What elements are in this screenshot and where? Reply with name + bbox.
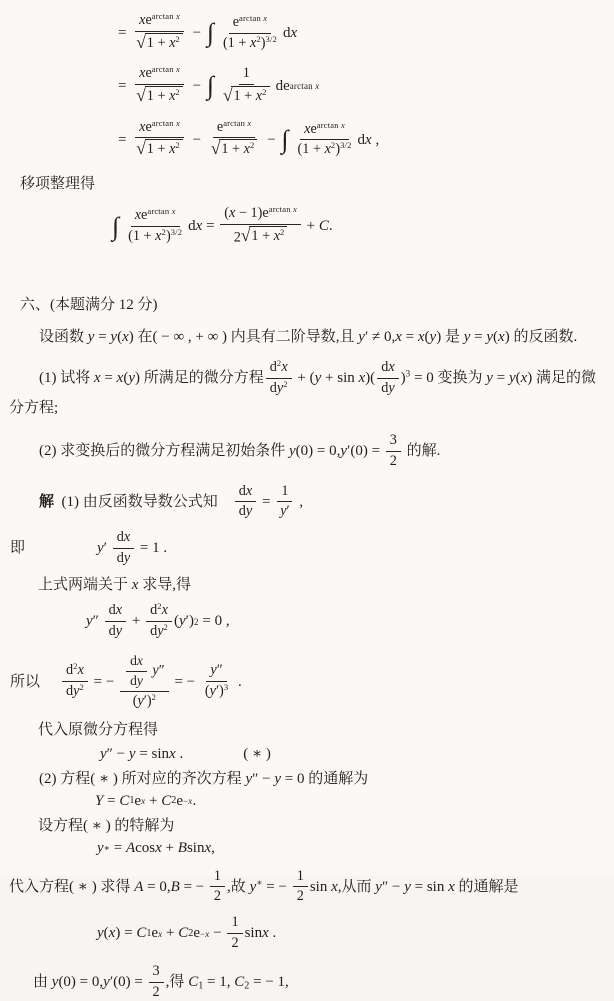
differentiate-note: 上式两端关于 x 求导,得 [38, 576, 191, 593]
initial-conditions-line: 由 y(0) = 0,y′(0) = $\frac{3}{2}$ ,得 $C_1 = 1$, $C_2$ = − 1, [33, 962, 289, 1000]
homogeneous-general-solution: Y = C 1 e x + C 2 e −x . [95, 793, 197, 810]
substitute-note: 代入原微分方程得 [38, 721, 159, 738]
rearrange-note: 移项整理得 [20, 175, 96, 192]
particular-form: y ∗ = A cos x + B sin x , [97, 840, 215, 857]
problem-6-heading: 六、(本题满分 12 分) [20, 296, 158, 313]
second-derivative-solved-formula: $\frac{d^2x}{dy^2}$ = − $\frac{dx}{dy}$ y″ $(y')^2$ = − $\frac{y''}{(y')^3}$ . [60, 653, 242, 711]
coefficients-line: 代入方程( ∗ ) 求得 A = 0,B = − $\frac{1}{2}$ ,故 y∗ = − $\frac{1}{2}$ sin x,从而 y″ − y = sin x 的通解是 [9, 867, 519, 905]
problem-statement: 设函数 y = y(x) 在( − ∞ , + ∞ ) 内具有二阶导数,且 y′ ≠ 0,x = x(y) 是 y = y(x) 的反函数. [39, 329, 578, 346]
second-derivative-eq: y ″ $\frac{dx}{dy}$ + $\frac{d^2x}{dy^2}$ ( y ′) 2 = 0 , [86, 601, 230, 640]
homogeneous-note: (2) 方程( ∗ ) 所对应的齐次方程 y″ − y = 0 的通解为 [39, 770, 369, 787]
problem-part-1: (1) 试将 x = x(y) 所满足的微分方程 $\frac{d^2x}{dy^2}$ + (y + sin x)( $\frac{dx}{dy}$ )$^3$ = 0 变换为 y = y(x) 满足的微分方程; [9, 357, 597, 417]
general-solution: y ( x ) = C 1 e x + C 2 e −x − $\frac{1}{2}$ sin x . [97, 914, 277, 951]
solution-intro: 解 (1) 由反函数导数公式知 $\frac{dx}{dy}$ = $\frac{1}{y'}$ , [39, 482, 304, 520]
equals-one-line-label: 即 [10, 540, 26, 557]
document-content [0, 12, 614, 1001]
second-derivative-solved [0, 653, 614, 711]
equals-one-line-formula: y ′ $\frac{dx}{dy}$ = 1 . [97, 529, 168, 566]
problem-part-2: (2) 求变换后的微分方程满足初始条件 y(0) = 0,y′(0) = $\frac{3}{2}$ 的解. [39, 431, 441, 469]
integration-by-parts-step-3: = $xe^{arctan x}$ √ $1 + x^2$ − $e^{arctan x}$ √ $1 + x^2$ − ∫ $\frac{xe^{arctan x}}{(1 + x^2)^{3/2}}$ d x , [118, 117, 380, 159]
equals-one-line [0, 529, 614, 568]
second-derivative-solved-label: 所以 [10, 673, 41, 690]
particular-note: 设方程( ∗ ) 的特解为 [38, 817, 175, 834]
integration-by-parts-step-2: = $xe^{arctan x}$ √ $1 + x^2$ − ∫ 1 √ $1 + x^2$ d e arctan x [118, 64, 320, 105]
integral-result: ∫ $\frac{xe^{arctan x}}{(1 + x^2)^{3/2}}$ d x = $(x - 1)e^{arctan x}$ 2 √ $1 + x^2$ + C . [112, 204, 333, 246]
integration-by-parts-step-1: = $xe^{arctan x}$ √ $1 + x^2$ − ∫ $\frac{e^{arctan x}}{(1 + x^2)^{3/2}}$ d x [118, 10, 298, 52]
star-equation: y ″ − y = sin x . ( ∗ ) [100, 746, 271, 763]
